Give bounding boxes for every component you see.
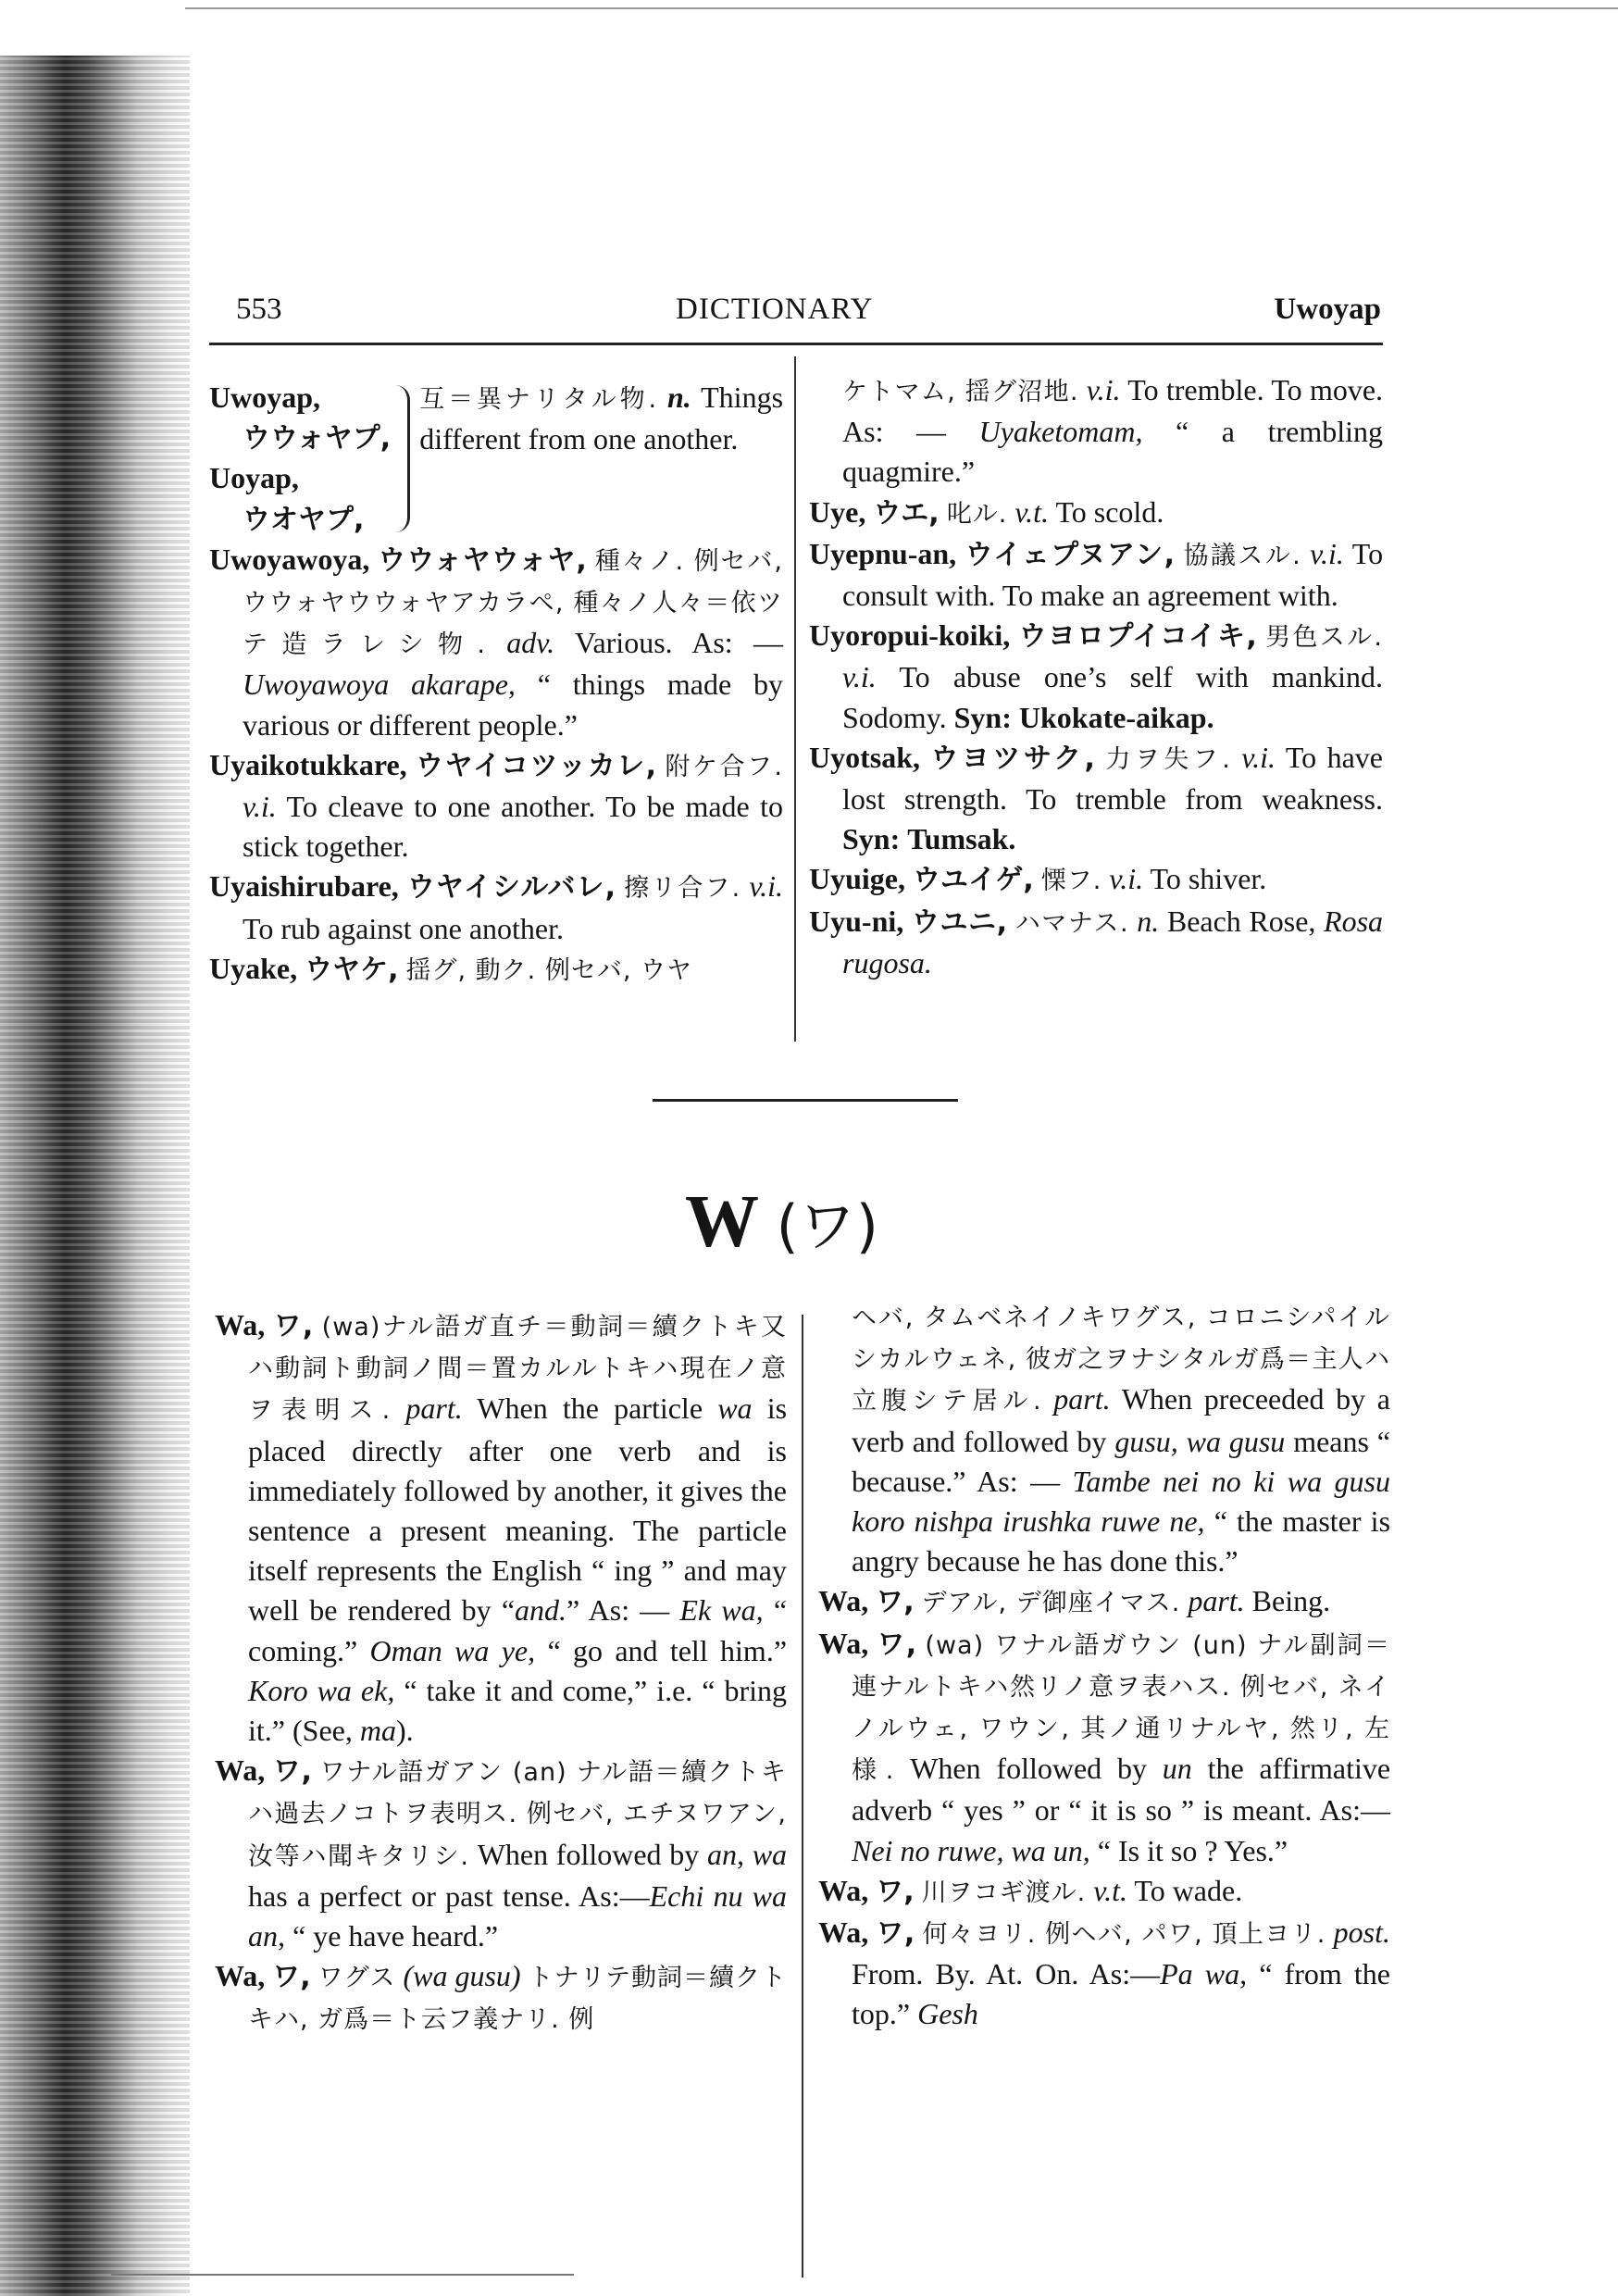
english-definition: To cleave to one another. To be made to stick together. (243, 790, 784, 864)
curly-brace (392, 385, 410, 532)
katakana: ワ, (272, 1755, 312, 1789)
example-translation: “ the master is angry because he has done this.” (852, 1504, 1391, 1578)
synonym: Tumsak. (907, 822, 1016, 856)
example-ainu: Koro wa ek, (248, 1673, 395, 1707)
english-definition: To wade. (1134, 1873, 1243, 1907)
english-definition: means “ because.” As: — (852, 1424, 1391, 1498)
column-top-right (809, 370, 1383, 983)
japanese-gloss: 慄フ. (1040, 867, 1102, 896)
column-divider-bottom (802, 1315, 803, 2277)
entry-uwoyap-group (209, 378, 783, 540)
term: an, (706, 1837, 744, 1871)
english-definition: Beach Rose, (1166, 904, 1316, 938)
japanese-gloss: デアル, デ御座イマス. (921, 1589, 1181, 1618)
term: gusu, wa gusu (1114, 1424, 1286, 1458)
katakana: ウヤイシルバレ, (406, 871, 616, 905)
example-translation: “ go and tell him.” (547, 1633, 788, 1667)
headword: Uoyap, (209, 461, 299, 495)
part-of-speech: part. (405, 1391, 463, 1426)
example-ainu: Pa wa, (1160, 1957, 1248, 1991)
example-ainu: Tambe nei no ki wa gusu koro nishpa irushka ruwe ne, (852, 1464, 1391, 1539)
english-definition: Being. (1251, 1584, 1331, 1618)
entry-wa-5 (818, 1624, 1390, 1871)
katakana: ワ, (877, 1628, 917, 1661)
english-definition: Things different from one another. (419, 381, 784, 456)
term: wa (752, 1837, 788, 1871)
headword: Wa, (818, 1584, 869, 1618)
english-definition: To have lost strength. To tremble from weakness. (842, 740, 1383, 817)
katakana: ウイェプヌアン, (965, 538, 1176, 571)
english-definition: When the particle (477, 1391, 703, 1426)
example-translation: “ Is it so ? Yes.” (1097, 1833, 1288, 1867)
example-translation: “ from the top.” (852, 1957, 1391, 2031)
entry-uwoyawoya (209, 540, 783, 745)
punctuation: ). (395, 1714, 414, 1748)
entry-wa-1 (215, 1305, 787, 1751)
japanese-gloss: 擦リ合フ. (624, 874, 741, 904)
part-of-speech: n. (1137, 904, 1160, 938)
example-ainu: Ek wa, (679, 1593, 764, 1628)
part-of-speech: v.i. (243, 790, 277, 824)
headword: Wa, (818, 1915, 869, 1950)
english-definition: To shiver. (1150, 862, 1267, 896)
entry-wa-3 (215, 1956, 787, 2040)
example-translation: “ ye have heard.” (292, 1919, 499, 1953)
headword: Uyepnu-an, (809, 536, 957, 570)
term: un (1162, 1752, 1192, 1786)
example-translation: “ take it and come,” i.e. “ bring it.” (See, (248, 1673, 788, 1748)
entry-wa-7 (818, 1913, 1390, 2035)
japanese-gloss: 川ヲコギ渡ル. (921, 1878, 1087, 1907)
term: (wa gusu) (403, 1959, 521, 1993)
headword: Wa, (215, 1959, 266, 1993)
japanese-gloss: 揺グ, 動ク. 例セバ, ウヤ (405, 955, 693, 985)
entry-wa-2 (215, 1751, 787, 1956)
term: wa (717, 1391, 753, 1426)
part-of-speech: v.i. (1086, 373, 1121, 406)
katakana: ウユニ, (911, 905, 1008, 939)
entry-uyotsak (809, 738, 1383, 860)
entry-uyake-continued (809, 370, 1383, 493)
headword: Uyaikotukkare, (209, 747, 407, 781)
english-definition: When followed by (477, 1837, 700, 1871)
part-of-speech: post. (1333, 1915, 1390, 1950)
english-definition: To abuse one’s self with mankind. Sodomy. (842, 660, 1384, 734)
english-definition: To consult with. To make an agreement with. (842, 536, 1384, 613)
english-definition: When followed by (910, 1752, 1147, 1786)
english-definition: To tremble. To move. As: — (842, 373, 1384, 449)
headword: Wa, (215, 1308, 266, 1341)
synonym-label: Syn: (842, 822, 901, 856)
cross-reference: ma (359, 1714, 396, 1748)
section-kana: (ワ) (776, 1192, 878, 1260)
katakana: ウウォヤプ, (243, 422, 392, 455)
entry-uyuige (809, 859, 1383, 901)
column-bottom-right (818, 1296, 1390, 2035)
part-of-speech: part. (1053, 1382, 1111, 1416)
katakana: ウヨロプイコイキ, (1018, 620, 1257, 654)
katakana: ワ, (876, 1586, 915, 1619)
japanese-gloss: 種々ノ. 例セバ, ウウォヤウウォヤアカラペ, 種々ノ人々＝依ツテ造ラレシ物. (243, 546, 784, 660)
example-ainu: Uwoyawoya akarape, (243, 668, 516, 702)
entry-uyepnu-an (809, 534, 1383, 616)
example-ainu: Uyaketomam, (978, 415, 1143, 449)
headword: Wa, (818, 1626, 869, 1660)
headword: Uyaishirubare, (209, 869, 399, 904)
part-of-speech: v.t. (1093, 1873, 1127, 1907)
entry-wa-3-continued (818, 1296, 1390, 1581)
english-definition: ” As: — (566, 1593, 670, 1628)
example-translation: “ a trembling quagmire.” (842, 415, 1383, 489)
synonym-label: Syn: (953, 700, 1012, 734)
katakana: ウウォヤウォヤ, (378, 543, 587, 577)
entry-uyoropui-koiki (809, 616, 1383, 738)
english-definition: Various. As: — (574, 626, 784, 660)
entry-uyaikotukkare (209, 745, 783, 867)
part-of-speech: v.t. (1014, 494, 1050, 529)
katakana: ウヤイコツッカレ, (416, 749, 657, 782)
headword: Uye, (809, 494, 866, 529)
katakana: ウユイゲ, (913, 864, 1034, 897)
katakana: ワ, (876, 1875, 915, 1908)
synonym: Ukokate-aikap. (1018, 700, 1214, 734)
headword: Uyuige, (809, 862, 905, 896)
japanese-gloss: ワグス (317, 1964, 396, 1993)
headword: Wa, (215, 1753, 266, 1788)
japanese-gloss: ケトマム, 揺グ沼地. (842, 378, 1079, 406)
example-translation: “ coming.” (248, 1593, 788, 1667)
english-definition: When preceeded by a verb and followed by (852, 1382, 1391, 1458)
term: and. (515, 1593, 567, 1628)
katakana: ワ, (876, 1917, 915, 1951)
english-definition: has a perfect or past tense. As:— (248, 1878, 650, 1913)
section-letter: W (685, 1181, 758, 1263)
header-rule (209, 343, 1383, 345)
japanese-gloss: 附ケ合フ. (665, 752, 784, 781)
headword: Uyake, (209, 951, 298, 985)
katakana: ワ, (272, 1961, 311, 1994)
japanese-gloss: 協議スル. (1183, 541, 1301, 570)
katakana: ウエ, (873, 496, 940, 530)
katakana: ウヨツサク, (930, 742, 1095, 775)
english-definition: is placed directly after one verb and is immediately followed by another, it gives the sentence a present meaning. The particle itself represents the English “ ing ” and may well be rendered by “ (248, 1391, 788, 1628)
japanese-gloss: ハマナス. (1014, 908, 1129, 938)
japanese-gloss: 何々ヨリ. 例ヘバ, パワ, 頂上ヨリ. (922, 1920, 1326, 1950)
example-ainu: Gesh (917, 1997, 978, 2031)
headword: Uwoyawoya, (209, 542, 370, 576)
japanese-gloss: 力ヲ失フ. (1105, 744, 1231, 774)
japanese-gloss: 互＝異ナリタル物. (419, 385, 658, 414)
headword: Wa, (818, 1873, 869, 1907)
part-of-speech: part. (1188, 1584, 1245, 1618)
japanese-gloss: 叱ル. (946, 499, 1008, 529)
japanese-gloss: ワナル語ガアン (an) ナル語＝續クトキハ過去ノコトヲ表明ス. 例セバ, エチヌワアン, 汝等ハ聞キタリシ. (248, 1758, 788, 1871)
japanese-gloss: (wa)ナル語ガ直チ＝動詞＝續クトキ又ハ動詞ト動詞ノ間＝置カルルトキハ現在ノ意ヲ表明ス. (248, 1313, 788, 1426)
english-definition: the affirmative adverb “ yes ” or “ it is so ” is meant. As:— (852, 1752, 1391, 1828)
katakana: ウオヤプ, (243, 503, 365, 536)
entry-uyu-ni (809, 902, 1383, 983)
section-rule (653, 1099, 958, 1102)
japanese-gloss: トナリテ動詞＝續クトキハ, ガ爲＝ト云フ義ナリ. 例 (248, 1964, 788, 2035)
headword: Uyoropui-koiki, (809, 618, 1011, 653)
scan-shadow-edge (0, 56, 190, 2296)
japanese-gloss: ヘバ, タムベネイノキワグス, コロニシパイルシカルウェネ, 彼ガ之ヲナシタルガ爲＝主人ハ立腹シテ居ル. (852, 1304, 1390, 1416)
example-ainu: Echi nu wa an, (248, 1878, 788, 1953)
part-of-speech: adv. (506, 626, 555, 660)
english-definition: To scold. (1055, 494, 1164, 529)
group-headwords (209, 378, 391, 540)
japanese-gloss: (wa) ワナル語ガウン (un) ナル副詞＝連ナルトキハ然リノ意ヲ表ハス. 例セバ, ネイノルウェ, ワウン, 其ノ通リナルヤ, 然リ, 左様. (852, 1630, 1391, 1786)
column-top-left (209, 378, 783, 991)
english-definition: To rub against one another. (243, 911, 564, 945)
part-of-speech: v.i. (842, 660, 877, 694)
katakana: ウヤケ, (305, 953, 399, 986)
part-of-speech: v.i. (1241, 740, 1276, 774)
entry-uyaishirubare (209, 867, 783, 948)
entry-uye (809, 493, 1383, 534)
part-of-speech: v.i. (1310, 536, 1344, 570)
entry-wa-4 (818, 1581, 1390, 1623)
example-translation: “ things made by various or different people.” (243, 668, 784, 742)
column-divider-top (794, 356, 796, 1042)
japanese-gloss: 男色スル. (1265, 623, 1383, 653)
column-bottom-left (215, 1305, 787, 2040)
scan-bottom-line (111, 2274, 574, 2276)
headword: Uwoyap, (209, 381, 321, 414)
scientific-name: Rosa rugosa. (842, 904, 1384, 980)
part-of-speech: v.i. (749, 869, 784, 904)
guide-word: Uwoyap (1274, 293, 1381, 326)
entry-uyake (209, 949, 783, 991)
running-title: DICTIONARY (676, 293, 874, 326)
english-definition: From. By. At. On. As:— (852, 1957, 1161, 1991)
headword: Uyotsak, (809, 740, 921, 774)
katakana: ワ, (273, 1310, 314, 1342)
part-of-speech: v.i. (1109, 862, 1144, 896)
page-number: 553 (236, 293, 282, 326)
headword: Uyu-ni, (809, 904, 904, 938)
example-ainu: Nei no ruwe, wa un, (852, 1833, 1090, 1867)
example-ainu: Oman wa ye, (369, 1633, 536, 1667)
entry-wa-6 (818, 1871, 1390, 1913)
scan-top-line (185, 7, 1618, 9)
section-heading (685, 1176, 926, 1268)
group-definition (417, 378, 783, 540)
part-of-speech: n. (666, 381, 691, 414)
